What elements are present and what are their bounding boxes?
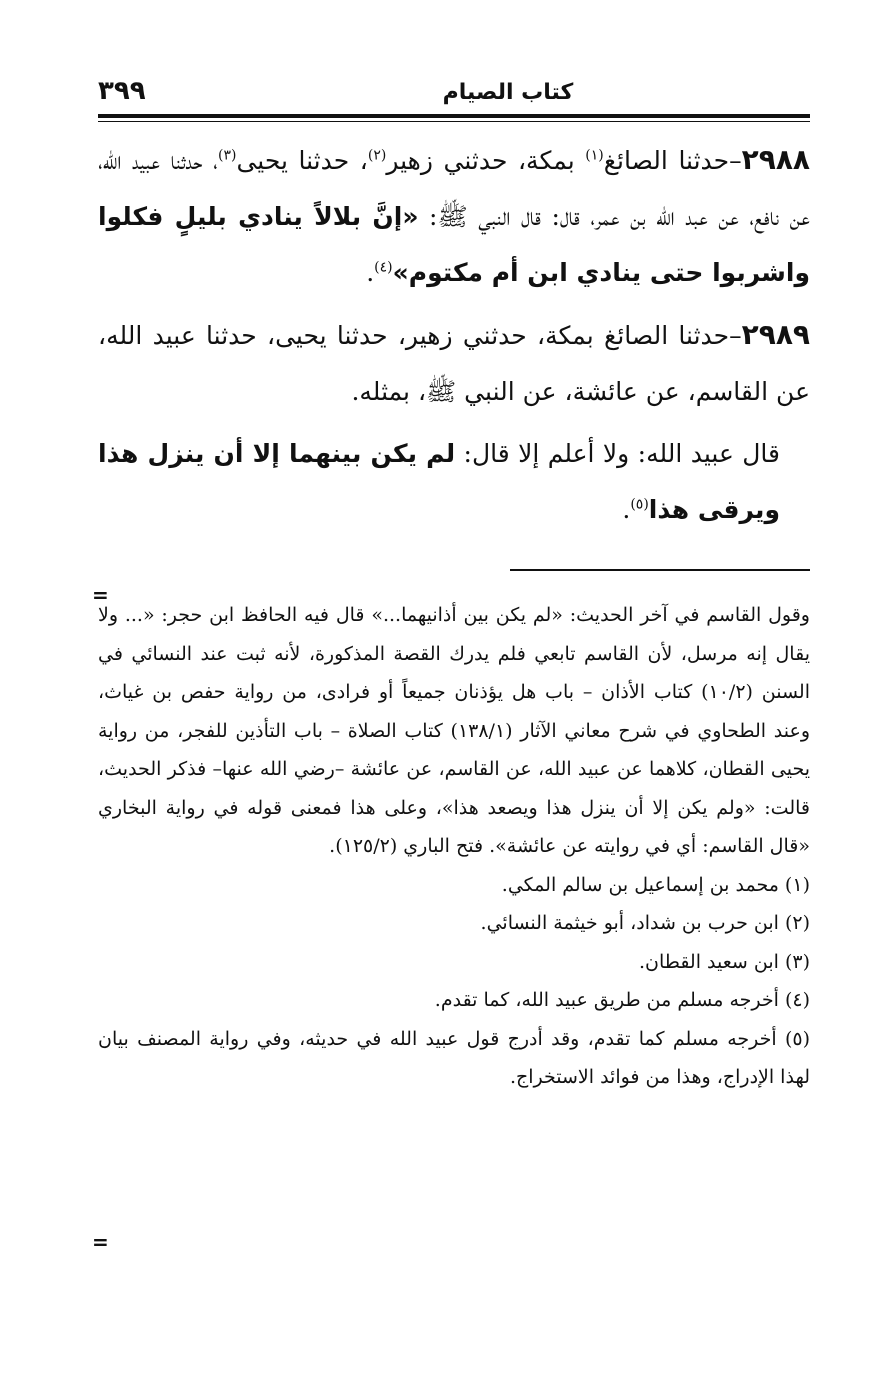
footnote-ref: (١) (585, 147, 604, 164)
statement-text: . (622, 495, 631, 524)
footnotes (98, 596, 810, 1097)
footnote-ref: (٢) (367, 147, 387, 164)
footnote-ref: (٣) (217, 147, 237, 164)
footnote-4: (٤) أخرجه مسلم من طريق عبيد الله، كما تقدم. (434, 989, 810, 1011)
hadith-matn: «إنَّ بلالاً ينادي بليلٍ فكلوا واشربوا حتى ينادي ابن أم مكتوم» (98, 202, 810, 287)
footnote-ref: (٥) (630, 496, 649, 513)
footnote-separator (510, 569, 810, 571)
running-title: كتاب الصيام (442, 80, 574, 105)
footnote-2: (٢) ابن حرب بن شداد، أبو خيثمة النسائي. (480, 912, 810, 934)
main-text (98, 132, 810, 544)
footnote-5: (٥) أخرجه مسلم كما تقدم، وقد أدرج قول عبيد الله في حديثه، وفي رواية المصنف بيان لهذا الإدراج، وهذا من فوائد الاستخراج. (98, 1027, 810, 1088)
hadith-2989 (98, 307, 810, 420)
footnote-ref: (٤) (374, 259, 393, 276)
statement-matn: لم يكن بينهما إلا أن ينزل هذا ويرقى هذا (98, 439, 780, 524)
hadith-number: ٢٩٨٨ (741, 143, 810, 176)
hadith-text: . (366, 258, 375, 287)
hadith-text: –حدثنا الصائغ بمكة، حدثني زهير، حدثنا يحيى، حدثنا عبيد الله، عن القاسم، عن عائشة، عن النبي ﷺ، بمثله. (98, 321, 810, 406)
continuation-mark-top: = (92, 583, 109, 607)
page-number: ٣٩٩ (98, 76, 146, 106)
statement-text: قال عبيد الله: ولا أعلم إلا قال: (455, 439, 780, 468)
hadith-text: بمكة، حدثني زهير (386, 146, 586, 175)
hadith-2988 (98, 132, 810, 301)
footnote-1: (١) محمد بن إسماعيل بن سالم المكي. (501, 873, 810, 896)
hadith-number: ٢٩٨٩ (741, 318, 810, 351)
hadith-text: ، حدثنا عبيد الله، عن نافع، عن عبد الله بن عمر، قال: قال النبي ﷺ: (98, 146, 810, 231)
header-rule-thick (98, 114, 810, 118)
page-header (98, 76, 810, 110)
footnote-3: (٣) ابن سعيد القطان. (638, 950, 810, 973)
ubaydullah-statement (98, 426, 810, 538)
hadith-text: ، حدثنا يحيى (236, 146, 368, 175)
footnote-continuation: وقول القاسم في آخر الحديث: «لم يكن بين أذانيهما...» قال فيه الحافظ ابن حجر: «... ولا يقال إنه مرسل، لأن القاسم تابعي فلم يدرك القصة المذكورة، لأنه ثبت عند النسائي في السنن (١٠/٢) كتاب الأذان – باب هل يؤذنان جميعاً أو فرادى، من رواية حفص بن غياث، وعند الطحاوي في شرح معاني الآثار (١٣٨/١) كتاب الصلاة – باب التأذين للفجر، من رواية يحيى القطان، كلاهما عن عبيد الله، عن القاسم، عن عائشة –رضي الله عنها– فذكر الحديث، قالت: «ولم يكن إلا أن ينزل هذا ويصعد هذا»، وعلى هذا فمعنى قوله في رواية البخاري «قال القاسم: أي في روايته عن عائشة». فتح الباري (١٢٥/٢). (98, 604, 811, 857)
continuation-mark-bottom: = (92, 1230, 109, 1254)
header-rule-thin (98, 121, 810, 122)
hadith-text: –حدثنا الصائغ (603, 146, 742, 175)
